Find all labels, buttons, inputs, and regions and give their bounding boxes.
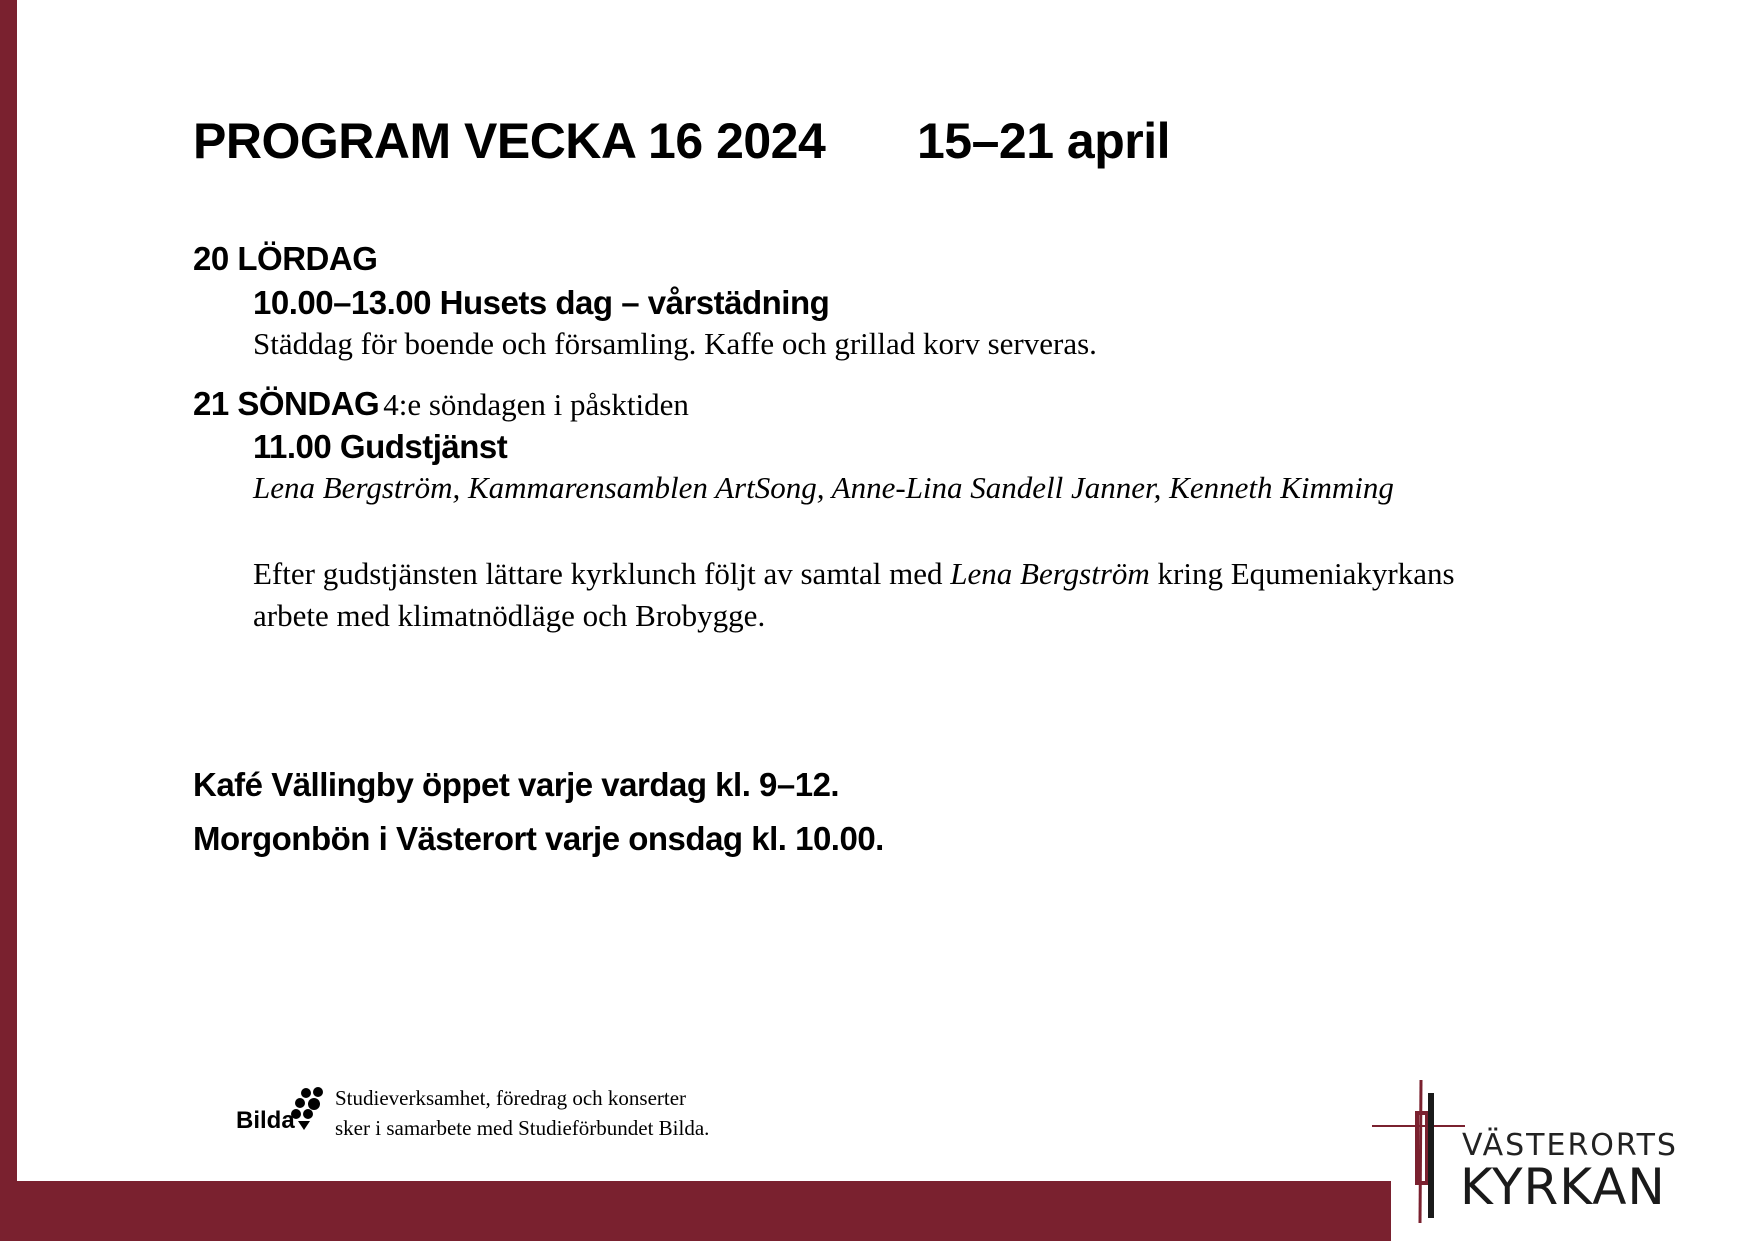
note-cafe: Kafé Vällingby öppet varje vardag kl. 9–12.	[193, 766, 840, 803]
day-heading-sunday-row	[193, 385, 689, 423]
event-heading: 10.00–13.00 Husets dag – vårstädning	[253, 284, 830, 321]
bottom-accent-bar	[17, 1181, 1391, 1241]
after-text-part2: kring Equmeniakyrkans	[1157, 556, 1455, 591]
page-title: PROGRAM VECKA 16 2024	[193, 113, 826, 169]
bilda-wordmark: Bilda	[236, 1107, 295, 1134]
bilda-line1: Studieverksamhet, föredrag och konserter	[335, 1086, 687, 1110]
after-text-part1: Efter gudstjänsten lättare kyrklunch följt av samtal med	[253, 556, 943, 591]
page-date-range: 15–21 april	[917, 113, 1171, 169]
day-subtitle: 4:e söndagen i påsktiden	[383, 387, 689, 422]
church-logo	[1370, 1078, 1700, 1228]
bilda-text	[335, 1083, 709, 1143]
event-after-text-line2: arbete med klimatnödläge och Brobygge.	[253, 598, 766, 633]
church-logo-line2: KYRKAN	[1460, 1158, 1666, 1216]
day-heading-saturday: 20 LÖRDAG	[193, 240, 378, 277]
after-text-name: Lena Bergström	[950, 556, 1150, 591]
event-after-text	[253, 556, 1455, 592]
bilda-logo	[234, 1085, 332, 1135]
bilda-line2: sker i samarbete med Studieförbundet Bilda.	[335, 1116, 710, 1140]
note-morning-prayer: Morgonbön i Västerort varje onsdag kl. 10.00.	[193, 820, 884, 857]
event-description: Städdag för boende och församling. Kaffe och grillad korv serveras.	[253, 326, 1097, 361]
event-participants: Lena Bergström, Kammarensamblen ArtSong, Anne-Lina Sandell Janner, Kenneth Kimming	[253, 470, 1394, 505]
event-heading: 11.00 Gudstjänst	[253, 428, 508, 465]
day-heading-sunday: 21 SÖNDAG	[193, 385, 380, 422]
church-logo-line1: VÄSTERORTS	[1462, 1128, 1678, 1163]
left-accent-bar	[0, 0, 17, 1241]
